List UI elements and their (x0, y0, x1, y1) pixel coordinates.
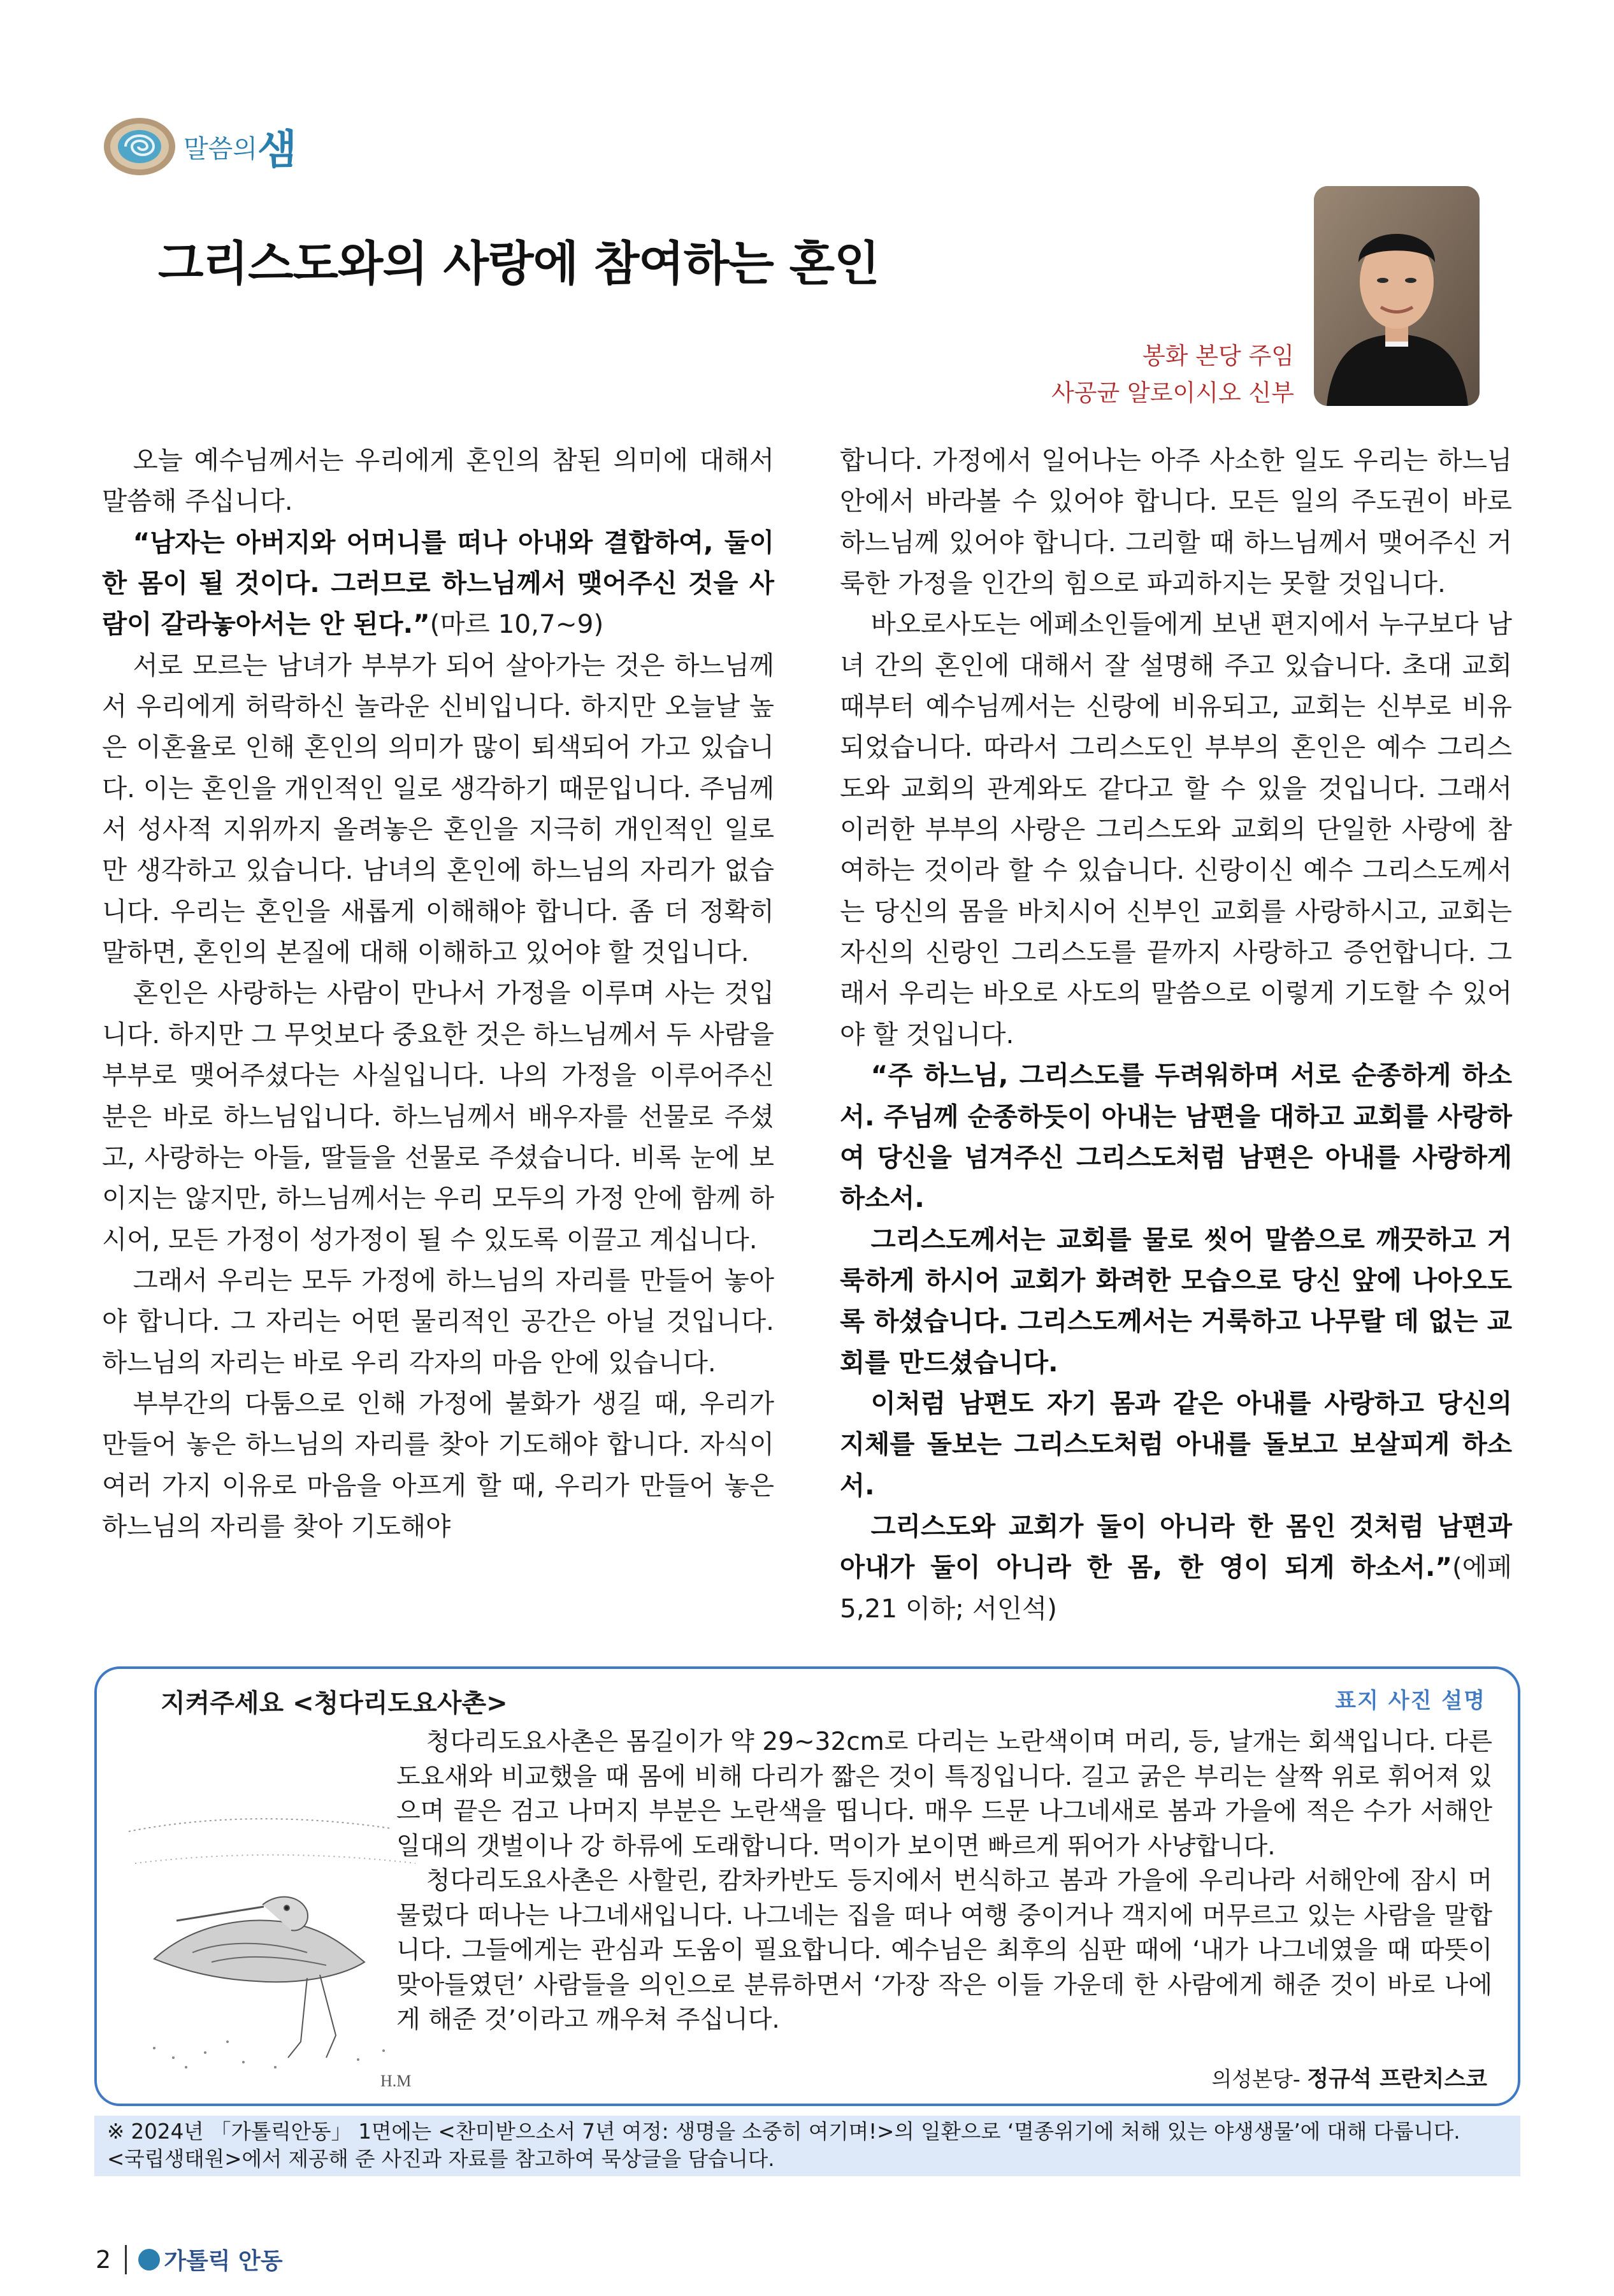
paragraph: 서로 모르는 남녀가 부부가 되어 살아가는 것은 하느님께서 우리에게 허락하신 놀라운 신비입니다. 하지만 오늘날 높은 이혼율로 인해 혼인의 의미가 많이 퇴색되어 가고 있습니다. 이는 혼인을 개인적인 일로 생각하기 때문입니다. 주님께서 성사적 지위까지 올려놓은 혼인을 지극히 개인적인 일로만 생각하고 있습니다. 남녀의 혼인에 하느님의 자리가 없습니다. 우리는 혼인을 새롭게 이해해야 합니다. 좀 더 정확히 말하면, 혼인의 본질에 대해 이해하고 있어야 할 것입니다. (102, 649, 774, 968)
author-byline (1051, 338, 1294, 412)
note-line: ※ 2024년 「가톨릭안동」 1면에는 <찬미받으소서 7년 여정: 생명을 소중히 여기며!>의 일환으로 ‘멸종위기에 처해 있는 야생생물’에 대해 다룹니다. (107, 2119, 1460, 2144)
article-title: 그리스도와의 사랑에 참여하는 혼인 (158, 236, 879, 291)
signature-name: 정규석 프란치스코 (1307, 2067, 1487, 2092)
series-note (94, 2116, 1520, 2176)
paragraph: 부부간의 다툼으로 인해 가정에 불화가 생길 때, 우리가 만들어 놓은 하느님의 자리를 찾아 기도해야 합니다. 자식이 여러 가지 이유로 마음을 아프게 할 때, 우리가 만들어 놓은 하느님의 자리를 찾아 기도해야 (102, 1387, 774, 1541)
prayer-quote (840, 1506, 1512, 1629)
quote-reference: (마르 10,7~9) (429, 609, 604, 640)
article-column-left (102, 440, 774, 1547)
box-tag: 표지 사진 설명 (1335, 1688, 1486, 1714)
quote-text: 그리스도와 교회가 둘이 아니라 한 몸인 것처럼 남편과 아내가 둘이 아니라 한 몸, 한 영이 되게 하소서.” (840, 1510, 1512, 1583)
quote-text: “남자는 아버지와 어머니를 떠나 아내와 결합하여, 둘이 한 몸이 될 것이다. 그러므로 하느님께서 맺어주신 것을 사람이 갈라놓아서는 안 된다.” (102, 526, 774, 640)
box-body (396, 1725, 1492, 2038)
paragraph: 오늘 예수님께서는 우리에게 혼인의 참된 의미에 대해서 말씀해 주십니다. (102, 445, 774, 517)
author-parish: 봉화 본당 주임 (1142, 342, 1294, 370)
paragraph: 바오로사도는 에페소인들에게 보낸 편지에서 누구보다 남녀 간의 혼인에 대해서 잘 설명해 주고 있습니다. 초대 교회 때부터 예수님께서는 신랑에 비유되고, 교회는 신부로 비유되었습니다. 따라서 그리스도인 부부의 혼인은 예수 그리스도와 교회의 관계와도 같다고 할 수 있을 것입니다. 그래서 이러한 부부의 사랑은 그리스도와 교회의 단일한 사랑에 참여하는 것이라 할 수 있습니다. 신랑이신 예수 그리스도께서는 당신의 몸을 바치시어 신부인 교회를 사랑하시고, 교회는 자신의 신랑인 그리스도를 끝까지 사랑하고 증언합니다. 그래서 우리는 바오로 사도의 말씀으로 이렇게 기도할 수 있어야 할 것입니다. (840, 609, 1512, 1050)
paragraph: 합니다. 가정에서 일어나는 아주 사소한 일도 우리는 하느님 안에서 바라볼 수 있어야 합니다. 모든 일의 주도권이 바로 하느님께 있어야 합니다. 그리할 때 하느님께서 맺어주신 거룩한 가정을 인간의 힘으로 파괴하지는 못할 것입니다. (840, 445, 1512, 599)
quote-reference: (에페 5,21 이하; 서인석) (840, 1552, 1512, 1624)
quote-text: 그리스도께서는 교회를 물로 씻어 말씀으로 깨끗하고 거룩하게 하시어 교회가 화려한 모습으로 당신 앞에 나아오도록 하셨습니다. 그리스도께서는 거룩하고 나무랄 데 없는 교회를 만드셨습니다. (840, 1224, 1512, 1378)
paragraph: 청다리도요사촌은 사할린, 캄차카반도 등지에서 번식하고 봄과 가을에 우리나라 서해안에 잠시 머물렀다 떠나는 나그네새입니다. 나그네는 집을 떠나 여행 중이거나 객지에 머무르고 있는 사람을 말합니다. 그들에게는 관심과 도움이 필요합니다. 예수님은 최후의 심판 때에 ‘내가 나그네였을 때 따뜻이 맞아들였던’ 사람들을 의인으로 분류하면서 ‘가장 작은 이들 가운데 한 사람에게 해준 것이 바로 나에게 해준 것’이라고 깨우쳐 주십니다. (396, 1866, 1492, 2034)
note-line: <국립생태원>에서 제공해 준 사진과 자료를 참고하여 묵상글을 담습니다. (107, 2147, 775, 2171)
paragraph: 청다리도요사촌은 몸길이가 약 29~32cm로 다리는 노란색이며 머리, 등, 날개는 회색입니다. 다른 도요새와 비교했을 때 몸에 비해 다리가 짧은 것이 특징입니다. 길고 굵은 부리는 살짝 위로 휘어져 있으며 끝은 검고 나머지 부분은 노란색을 띱니다. 매우 드문 나그네새로 봄과 가을에 적은 수가 서해안 일대의 갯벌이나 강 하류에 도래합니다. 먹이가 보이면 빠르게 뛰어가 사냥합니다. (396, 1728, 1492, 1861)
page-footer (96, 2243, 283, 2276)
magazine-name: 가톨릭 안동 (164, 2248, 283, 2274)
logo-text-big: 샘 (257, 127, 297, 174)
prayer-quote (840, 1219, 1512, 1383)
scripture-quote (102, 522, 774, 645)
section-logo (102, 108, 297, 185)
article-column-right (840, 440, 1512, 1629)
page-number: 2 (96, 2245, 112, 2274)
prayer-quote (840, 1383, 1512, 1506)
logo-text-small: 말씀의 (184, 134, 257, 164)
box-signature (1211, 2061, 1487, 2093)
footer-divider (125, 2245, 127, 2274)
sketch-initials: H.M (380, 2072, 412, 2090)
author-name: 사공균 알로이시오 신부 (1051, 379, 1294, 407)
spiral-logo-icon (102, 115, 177, 178)
signature-parish: 의성본당- (1211, 2067, 1301, 2091)
quote-text: 이처럼 남편도 자기 몸과 같은 아내를 사랑하고 당신의 지체를 돌보는 그리스도처럼 아내를 돌보고 보살피게 하소서. (840, 1387, 1512, 1501)
cover-photo-box (94, 1666, 1520, 2106)
author-portrait (1314, 186, 1480, 406)
quote-text: “주 하느님, 그리스도를 두려워하며 서로 순종하게 하소서. 주님께 순종하듯이 아내는 남편을 대하고 교회를 사랑하여 당신을 넘겨주신 그리스도처럼 남편은 아내를 사랑하게 하소서. (840, 1060, 1512, 1214)
box-title: 지켜주세요 <청다리도요사촌> (161, 1689, 508, 1718)
prayer-quote (840, 1055, 1512, 1218)
paragraph: 그래서 우리는 모두 가정에 하느님의 자리를 만들어 놓아야 합니다. 그 자리는 어떤 물리적인 공간은 아닐 것입니다. 하느님의 자리는 바로 우리 각자의 마음 안에 있습니다. (102, 1264, 774, 1378)
magazine-logo-icon (138, 2249, 160, 2271)
paragraph: 혼인은 사랑하는 사람이 만나서 가정을 이루며 사는 것입니다. 하지만 그 무엇보다 중요한 것은 하느님께서 두 사람을 부부로 맺어주셨다는 사실입니다. 나의 가정을 이루어주신 분은 바로 하느님입니다. 하느님께서 배우자를 선물로 주셨고, 사랑하는 아들, 딸들을 선물로 주셨습니다. 비록 눈에 보이지는 않지만, 하느님께서는 우리 모두의 가정 안에 함께 하시어, 모든 가정이 성가정이 될 수 있도록 이끌고 계십니다. (102, 978, 774, 1255)
